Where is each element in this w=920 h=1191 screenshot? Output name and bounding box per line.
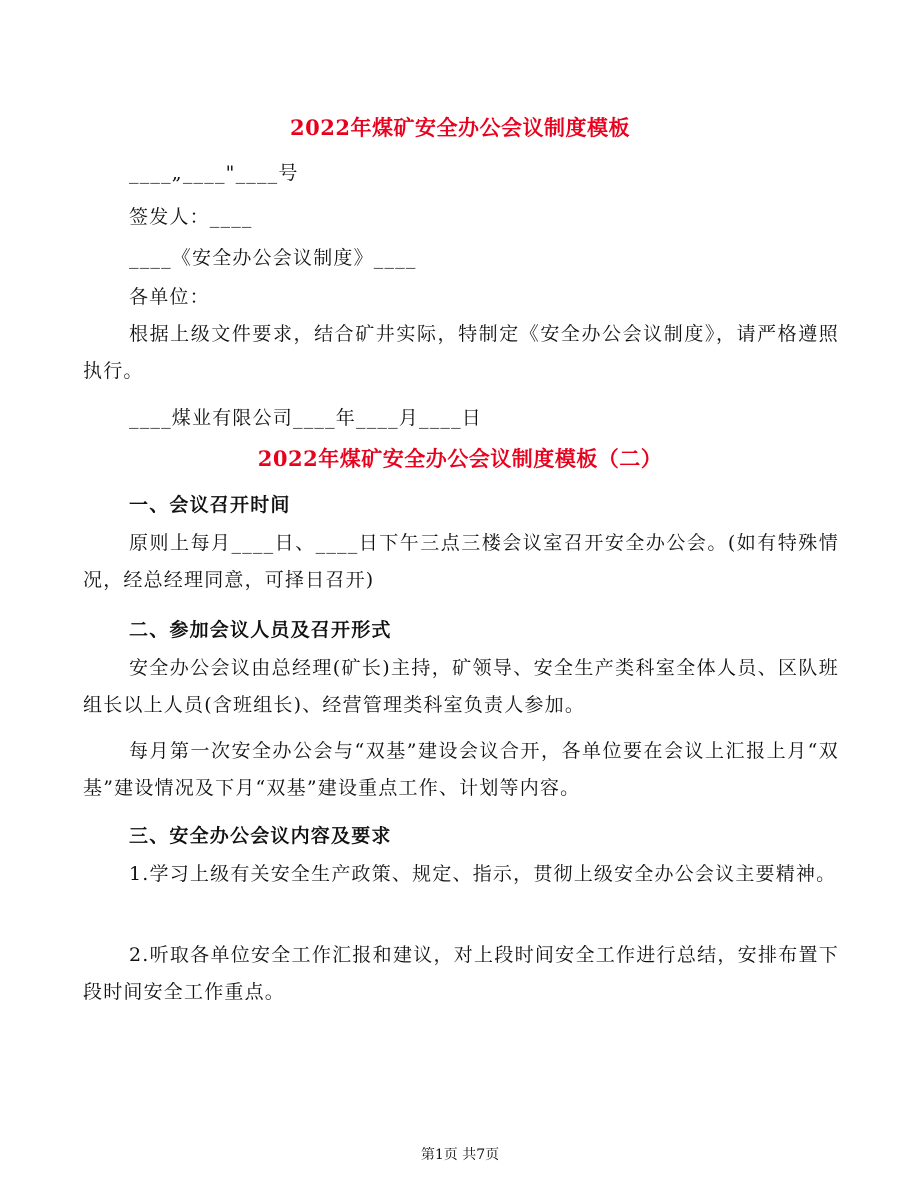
section-3-heading: 三、安全办公会议内容及要求 bbox=[129, 825, 392, 847]
company-date-line: ____煤业有限公司____年____月____日 bbox=[129, 407, 483, 429]
page-footer: 第1页 共7页 bbox=[420, 1147, 500, 1163]
section-3-item-2: 2.听取各单位安全工作汇报和建议，对上段时间安全工作进行总结，安排布置下段时间安全工作重点。 bbox=[83, 944, 839, 1003]
recipients-line: 各单位： bbox=[129, 286, 210, 308]
signer-line: 签发人：____ bbox=[129, 206, 253, 228]
notice-paragraph: 根据上级文件要求，结合矿井实际，特制定《安全办公会议制度》，请严格遵照执行。 bbox=[83, 323, 839, 382]
section-2-heading: 二、参加会议人员及召开形式 bbox=[129, 619, 392, 641]
document-name-line: ____《安全办公会议制度》____ bbox=[129, 247, 417, 269]
section-1-body: 原则上每月____日、____日下午三点三楼会议室召开安全办公会。(如有特殊情况，经总经理同意，可择日召开) bbox=[83, 532, 839, 591]
section-3-item-1: 1.学习上级有关安全生产政策、规定、指示，贯彻上级安全办公会议主要精神。 bbox=[129, 863, 837, 885]
second-title: 2022年煤矿安全办公会议制度模板（二） bbox=[257, 446, 663, 471]
section-1-heading: 一、会议召开时间 bbox=[129, 494, 291, 516]
document-number-line: ____„____"____号 bbox=[129, 162, 299, 184]
section-2-body-2: 每月第一次安全办公会与“双基”建设会议合开，各单位要在会议上汇报上月“双基”建设情况及下月“双基”建设重点工作、计划等内容。 bbox=[83, 740, 839, 799]
section-2-body-1: 安全办公会议由总经理(矿长)主持，矿领导、安全生产类科室全体人员、区队班组长以上人员(含班组长)、经营管理类科室负责人参加。 bbox=[83, 657, 839, 716]
document-title: 2022年煤矿安全办公会议制度模板 bbox=[290, 115, 630, 140]
